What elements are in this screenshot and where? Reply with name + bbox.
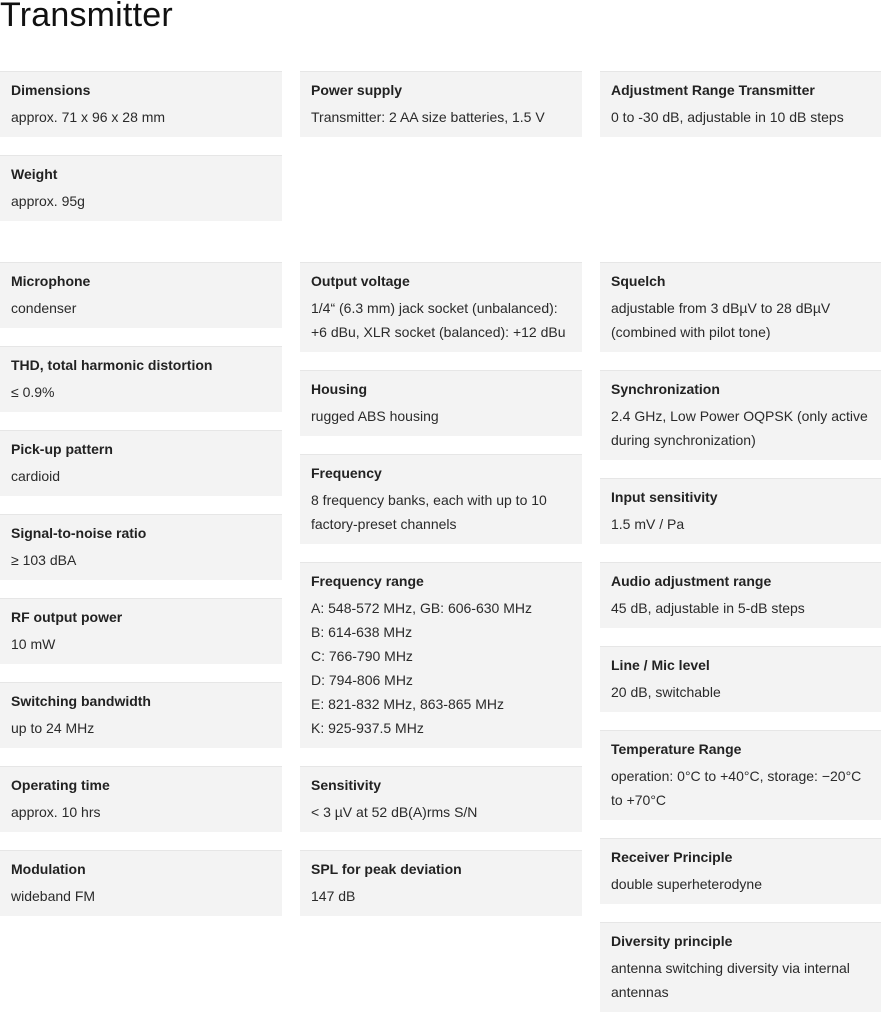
spec-card xyxy=(600,646,881,712)
spec-label: Power supply xyxy=(311,82,403,98)
spec-group xyxy=(0,71,282,221)
spec-value xyxy=(11,296,272,320)
spec-value xyxy=(611,296,871,344)
spec-card xyxy=(0,71,282,137)
spec-value-line: approx. 10 hrs xyxy=(11,804,101,820)
spec-value xyxy=(11,189,272,213)
spec-value-line: double superheterodyne xyxy=(611,876,763,892)
spec-value-line: approx. 95g xyxy=(11,193,85,209)
spec-label: Adjustment Range Transmitter xyxy=(611,82,815,98)
spec-card xyxy=(0,155,282,221)
spec-card xyxy=(600,478,881,544)
spec-value xyxy=(611,404,871,452)
spec-value-line: ≤ 0.9% xyxy=(11,384,55,400)
spec-card xyxy=(0,766,282,832)
spec-value xyxy=(611,764,871,812)
spec-value-line: A: 548-572 MHz, GB: 606-630 MHz xyxy=(311,600,532,616)
spec-value-line: B: 614-638 MHz xyxy=(311,624,413,640)
spec-value xyxy=(311,296,572,344)
spec-value xyxy=(11,632,272,656)
spec-value xyxy=(11,105,272,129)
spec-value-line: rugged ABS housing xyxy=(311,408,439,424)
spec-value-line: Transmitter: 2 AA size batteries, 1.5 V xyxy=(311,109,545,125)
spec-value xyxy=(611,680,871,704)
spec-label: Frequency xyxy=(311,465,382,481)
spec-label: RF output power xyxy=(11,609,123,625)
spec-value-line: antenna switching diversity via internal antennas xyxy=(611,960,850,1000)
spec-value-line: D: 794-806 MHz xyxy=(311,672,413,688)
spec-label: Squelch xyxy=(611,273,666,289)
spec-value-line: E: 821-832 MHz, 863-865 MHz xyxy=(311,696,504,712)
spec-value-line: 10 mW xyxy=(11,636,56,652)
spec-label: Pick-up pattern xyxy=(11,441,113,457)
spec-card xyxy=(0,514,282,580)
page-title: Transmitter xyxy=(0,0,173,34)
spec-value xyxy=(311,596,572,740)
spec-value xyxy=(611,105,871,129)
spec-value xyxy=(611,512,871,536)
spec-value-line: 2.4 GHz, Low Power OQPSK (only active during synchronization) xyxy=(611,408,868,448)
spec-card xyxy=(600,262,881,352)
spec-label: Output voltage xyxy=(311,273,410,289)
spec-group xyxy=(300,71,582,137)
spec-card xyxy=(0,430,282,496)
spec-label: SPL for peak deviation xyxy=(311,861,462,877)
spec-card xyxy=(0,850,282,916)
spec-value-line: 1/4“ (6.3 mm) jack socket (unbalanced): +6 dBu, XLR socket (balanced): +12 dBu xyxy=(311,300,566,340)
spec-value-line: 147 dB xyxy=(311,888,356,904)
spec-value-line: ≥ 103 dBA xyxy=(11,552,77,568)
spec-value xyxy=(311,488,572,536)
spec-value xyxy=(11,380,272,404)
spec-label: Frequency range xyxy=(311,573,424,589)
spec-value-line: 45 dB, adjustable in 5-dB steps xyxy=(611,600,805,616)
spec-label: Receiver Principle xyxy=(611,849,733,865)
spec-value xyxy=(11,716,272,740)
spec-group xyxy=(600,262,881,1012)
spec-value-line: K: 925-937.5 MHz xyxy=(311,720,424,736)
spec-card xyxy=(0,262,282,328)
spec-card xyxy=(600,922,881,1012)
spec-value xyxy=(611,596,871,620)
spec-value-line: 0 to -30 dB, adjustable in 10 dB steps xyxy=(611,109,844,125)
spec-label: Sensitivity xyxy=(311,777,382,793)
spec-value xyxy=(611,956,871,1004)
spec-value xyxy=(611,872,871,896)
spec-label: Modulation xyxy=(11,861,86,877)
spec-label: Diversity principle xyxy=(611,933,733,949)
spec-value-line: 20 dB, switchable xyxy=(611,684,721,700)
spec-card xyxy=(300,454,582,544)
spec-label: Switching bandwidth xyxy=(11,693,151,709)
spec-value-line: condenser xyxy=(11,300,77,316)
spec-card xyxy=(0,598,282,664)
spec-value xyxy=(11,800,272,824)
spec-value-line: approx. 71 x 96 x 28 mm xyxy=(11,109,166,125)
spec-value-line: C: 766-790 MHz xyxy=(311,648,413,664)
spec-value-line: up to 24 MHz xyxy=(11,720,95,736)
spec-card xyxy=(300,262,582,352)
spec-value xyxy=(11,548,272,572)
spec-group xyxy=(0,262,282,916)
spec-value-line: cardioid xyxy=(11,468,61,484)
spec-label: Input sensitivity xyxy=(611,489,718,505)
spec-value xyxy=(11,464,272,488)
spec-card xyxy=(300,71,582,137)
spec-label: Housing xyxy=(311,381,367,397)
spec-card xyxy=(600,838,881,904)
spec-label: Line / Mic level xyxy=(611,657,710,673)
spec-value-line: wideband FM xyxy=(11,888,96,904)
spec-value-line: adjustable from 3 dBµV to 28 dBµV (combined with pilot tone) xyxy=(611,300,831,340)
spec-group xyxy=(600,71,881,137)
spec-card xyxy=(300,562,582,748)
spec-value xyxy=(311,884,572,908)
spec-label: Synchronization xyxy=(611,381,720,397)
spec-label: Signal-to-noise ratio xyxy=(11,525,147,541)
spec-label: Temperature Range xyxy=(611,741,742,757)
spec-value xyxy=(311,105,572,129)
spec-card xyxy=(0,346,282,412)
spec-card xyxy=(300,766,582,832)
spec-card xyxy=(600,71,881,137)
spec-card xyxy=(600,562,881,628)
spec-value-line: operation: 0°C to +40°C, storage: −20°C to +70°C xyxy=(611,768,862,808)
spec-label: Microphone xyxy=(11,273,91,289)
spec-value-line: < 3 µV at 52 dB(A)rms S/N xyxy=(311,804,478,820)
spec-label: Audio adjustment range xyxy=(611,573,772,589)
spec-card xyxy=(300,370,582,436)
spec-value-line: 8 frequency banks, each with up to 10 factory-preset channels xyxy=(311,492,547,532)
spec-card xyxy=(300,850,582,916)
spec-card xyxy=(600,730,881,820)
spec-label: Weight xyxy=(11,166,58,182)
spec-value xyxy=(11,884,272,908)
spec-card xyxy=(600,370,881,460)
spec-value xyxy=(311,800,572,824)
spec-card xyxy=(0,682,282,748)
spec-label: Dimensions xyxy=(11,82,91,98)
spec-value xyxy=(311,404,572,428)
spec-label: THD, total harmonic distortion xyxy=(11,357,213,373)
spec-label: Operating time xyxy=(11,777,110,793)
spec-value-line: 1.5 mV / Pa xyxy=(611,516,685,532)
spec-group xyxy=(300,262,582,916)
